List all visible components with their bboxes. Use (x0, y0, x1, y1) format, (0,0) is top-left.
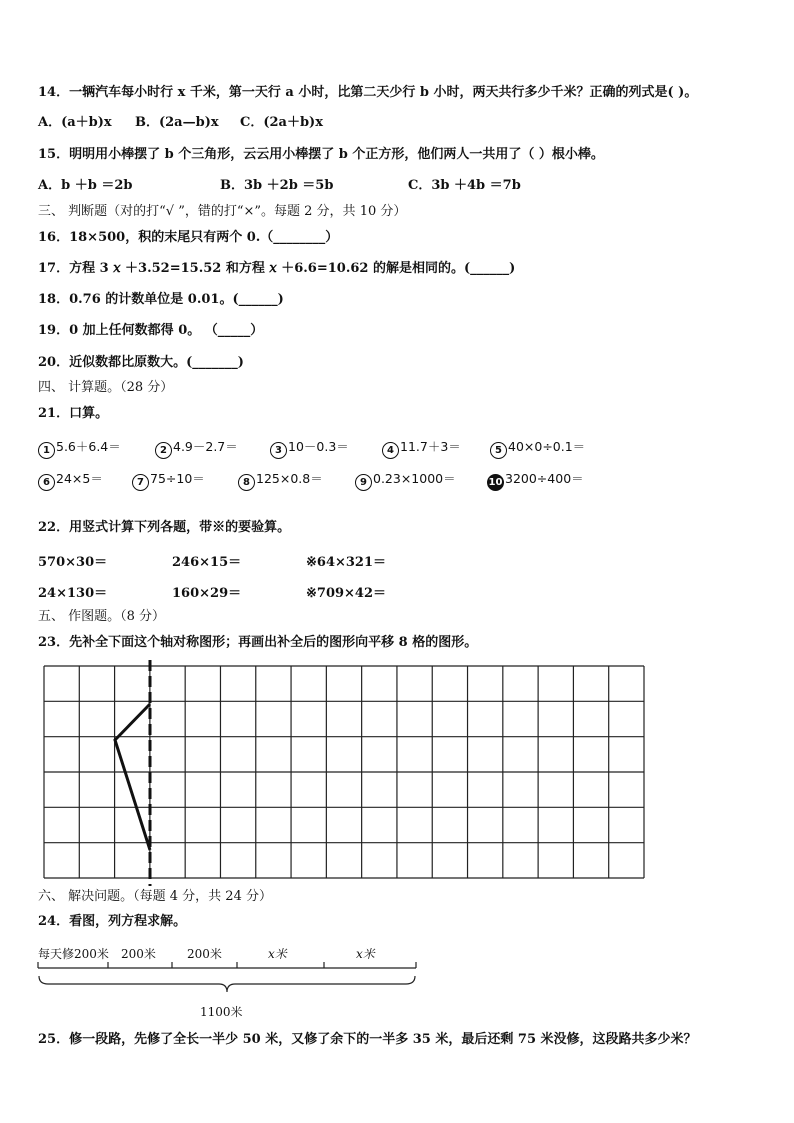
q15-option-c: C．3b ＋4b ＝7b (408, 178, 521, 193)
mental-calc-item (382, 437, 461, 459)
circled-number: 9 (355, 474, 372, 491)
question-18: 18．0.76 的计数单位是 0.01。(______) (38, 292, 284, 307)
q14-option-a: A．(a＋b)x (38, 115, 112, 130)
question-22-title: 22．用竖式计算下列各题，带※的要验算。 (38, 520, 291, 535)
question-20: 20．近似数都比原数大。(_______) (38, 355, 244, 370)
calc-expression: 4.9－2.7＝ (173, 439, 238, 454)
total-length-label: 1100米 (200, 1005, 243, 1019)
calc-expression: 10－0.3＝ (288, 439, 349, 454)
q15-option-b: B．3b ＋2b ＝5b (220, 178, 334, 193)
calc-expression: 125×0.8＝ (256, 471, 323, 486)
grid-figure (40, 660, 650, 886)
question-21-title: 21．口算。 (38, 406, 109, 421)
question-25: 25．修一段路，先修了全长一半少 50 米，又修了余下的一半多 35 米，最后还剩 75 米没修，这段路共多少米？ (38, 1032, 697, 1047)
circled-number: 6 (38, 474, 55, 491)
half-figure (115, 704, 150, 850)
q15-option-a: A．b ＋b ＝2b (38, 178, 133, 193)
vertical-calc-item: 246×15＝ (172, 555, 242, 570)
question-16: 16．18×500，积的末尾只有两个 0.（________） (38, 230, 339, 245)
segment-label: 200米 (187, 947, 222, 961)
total-brace (39, 976, 415, 992)
vertical-calc-item: ※64×321＝ (306, 555, 387, 570)
mental-calc-item (38, 469, 103, 491)
section-3-heading: 三、 判断题（对的打“√ ”，错的打“×”。每题 2 分，共 10 分） (38, 204, 407, 219)
mental-calc-item (490, 437, 585, 459)
circled-number: 4 (382, 442, 399, 459)
mental-calc-item (132, 469, 205, 491)
q14-option-b: B．(2a—b)x (135, 115, 219, 130)
section-4-heading: 四、 计算题。（28 分） (38, 380, 174, 395)
calc-expression: 24×5＝ (56, 471, 103, 486)
segment-label: x米 (268, 947, 287, 961)
section-6-heading: 六、 解决问题。（每题 4 分，共 24 分） (38, 889, 272, 904)
question-14: 14．一辆汽车每小时行 x 千米，第一天行 a 小时，比第二天少行 b 小时，两天共行多少千米？正确的列式是( )。 (38, 85, 698, 100)
question-15: 15．明明用小棒摆了 b 个三角形，云云用小棒摆了 b 个正方形，他们两人一共用了（ ）根小棒。 (38, 147, 604, 162)
circled-number: 2 (155, 442, 172, 459)
vertical-calc-item: 160×29＝ (172, 586, 242, 601)
segment-line (36, 958, 420, 1000)
question-24: 24．看图，列方程求解。 (38, 914, 187, 929)
question-23: 23．先补全下面这个轴对称图形；再画出补全后的图形向平移 8 格的图形。 (38, 635, 478, 650)
mental-calc-item (238, 469, 323, 491)
segment-label: 每天修200米 (38, 947, 109, 961)
vertical-calc-item: 570×30＝ (38, 555, 108, 570)
calc-expression: 0.23×1000＝ (373, 471, 456, 486)
vertical-calc-item: 24×130＝ (38, 586, 108, 601)
calc-expression: 11.7＋3＝ (400, 439, 461, 454)
question-17: 17．方程 3 𝑥 ＋3.52=15.52 和方程 𝑥 ＋6.6=10.62 的解是相同的。(______) (38, 261, 516, 276)
vertical-calc-item: ※709×42＝ (306, 586, 387, 601)
circled-number: 1 (38, 442, 55, 459)
q14-option-c: C．(2a＋b)x (240, 115, 323, 130)
mental-calc-item (38, 437, 121, 459)
circled-number: 3 (270, 442, 287, 459)
calc-expression: 3200÷400＝ (505, 471, 584, 486)
grid-lines (44, 666, 644, 878)
mental-calc-item (487, 469, 584, 491)
question-19: 19．0 加上任何数都得 0。 （_____） (38, 323, 264, 338)
circled-number: 5 (490, 442, 507, 459)
circled-number: 8 (238, 474, 255, 491)
mental-calc-item (155, 437, 238, 459)
calc-expression: 75÷10＝ (150, 471, 205, 486)
circled-number: 7 (132, 474, 149, 491)
calc-expression: 5.6＋6.4＝ (56, 439, 121, 454)
segment-label: 200米 (121, 947, 156, 961)
mental-calc-item (270, 437, 349, 459)
calc-expression: 40×0÷0.1＝ (508, 439, 586, 454)
circled-number: 10 (487, 474, 504, 491)
section-5-heading: 五、 作图题。（8 分） (38, 609, 166, 624)
mental-calc-item (355, 469, 456, 491)
segment-label: x米 (356, 947, 375, 961)
